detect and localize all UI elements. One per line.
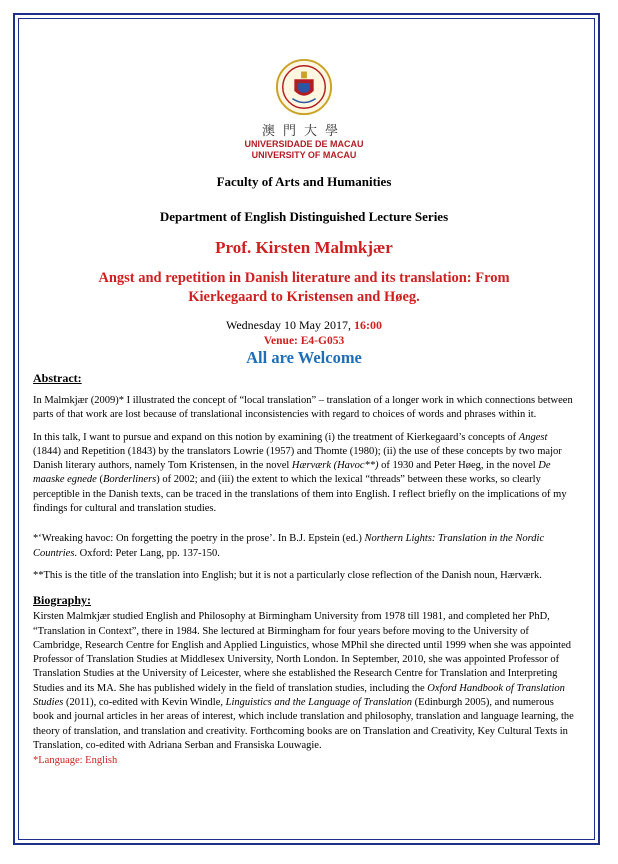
university-seal-logo — [275, 58, 333, 116]
biography-heading: Biography: — [33, 593, 92, 608]
abstract-heading: Abstract: — [33, 371, 82, 385]
note1-italic: Northern Lights: Translation in the Nordic Countries — [33, 533, 545, 559]
p2-text-a: In this talk, I want to pursue and expand on this notion by examining (i) the treatment of Kierkegaard’s concepts of — [33, 431, 519, 443]
note1-text-a: *‘Wreaking havoc: On forgetting the poetry in the prose’. In B.J. Epstein (ed.) — [33, 533, 365, 545]
lecture-date — [33, 318, 575, 333]
bio-text-a: Kirsten Malmkjær studied English and Philosophy at Birmingham University from 1978 till 1981, and completed her PhD, “Translation in Context”, there in 1984. She lectured at Birmingham for four years before moving to the University of Cambridge, Research Centre for English and Applied Linguistics, whose MPhil she directed until 1999 when she was appointed Professor of Translation Studies at Middlesex University, North London. In September, 2010, she was appointed Professor of Translation Studies at the University of Leicester, where she established the Research Centre for Translation and Interpreting Studies and its MA. She has published widely in the field of translation studies, including the — [33, 611, 572, 694]
p2-text-b: (1844) and Repetition (1843) by the translators Lowrie (1957) and Thomte (1980); (ii) the use of these concepts by two major Danish literary authors, namely Tom Kristensen, in the novel — [33, 445, 562, 472]
lecture-title-line1: Angst and repetition in Danish literature and its translation: From — [98, 270, 510, 286]
p2-text-e: ) of 2002; and (iii) the extent to which the lexical “threads” between these works, so clearly perceptible in the Danish texts, can be traced in the translations of them into English. I reflect briefly on the implications of my findings for cultural and translation studies. — [33, 474, 567, 515]
lecture-title-line2: Kierkegaard to Kristensen and Høeg. — [188, 289, 420, 305]
footnote-1 — [33, 532, 575, 561]
time-text: 16:00 — [354, 318, 382, 332]
poster-content — [33, 58, 575, 766]
lecture-info — [33, 238, 575, 368]
venue: Venue: E4-G053 — [263, 335, 345, 347]
abstract-paragraph-2 — [33, 431, 575, 517]
linguistics-italic: Linguistics and the Language of Translation — [225, 697, 413, 709]
language-note: *Language: English — [33, 755, 118, 767]
abstract-section — [33, 371, 575, 583]
department-series: Department of English Distinguished Lecture Series — [159, 209, 449, 224]
haervaerk-italic: Hærværk (Havoc**) — [291, 460, 379, 472]
bio-text-c: (Edinburgh 2005), and numerous book and journal articles in her areas of interest, which include translation and philosophy, translation and language learning, the theory of translation, and translation and creativity. Forthcoming books are on Translation and Creativity, Key Cultural Texts in Translation, co-edited with Adriana Serban and Fransiska Louwagie. — [33, 697, 574, 751]
speaker-name: Prof. Kirsten Malmkjær — [215, 238, 393, 257]
faculty-name: Faculty of Arts and Humanities — [216, 174, 392, 189]
bio-text-b: (2011), co-edited with Kevin Windle, — [63, 697, 226, 709]
lecture-title — [33, 269, 575, 307]
p2-text-d: ( — [96, 474, 103, 486]
university-name-en: UNIVERSITY OF MACAU — [251, 150, 357, 160]
biography-text — [33, 610, 575, 753]
note1-text-b: . Oxford: Peter Lang, pp. 137-150. — [74, 547, 220, 559]
university-name-pt: UNIVERSIDADE DE MACAU — [244, 139, 364, 149]
maaske-italic: De maaske egnede — [33, 460, 551, 486]
abstract-paragraph-1: In Malmkjær (2009)* I illustrated the concept of “local translation” – translation of a longer work in which connections between parts of that work are lost because of translational inconsistencies with regard to choices of words and phrases within it. — [33, 395, 573, 421]
welcome-text: All are Welcome — [246, 348, 362, 367]
p2-text-c: of 1930 and Peter Høeg, in the novel — [378, 460, 539, 472]
angest-italic: Angest — [518, 431, 548, 443]
footnote-2: **This is the title of the translation into English; but it is not a particularly close reflection of the Danish noun, Hærværk. — [33, 569, 542, 581]
oxford-italic: Oxford Handbook of Translation Studies — [33, 682, 565, 709]
borderliners-italic: Borderliners — [102, 474, 157, 486]
date-text: Wednesday 10 May 2017, — [225, 318, 354, 332]
header — [33, 58, 575, 225]
chinese-name: 澳門大學 — [261, 124, 346, 139]
biography-section — [33, 593, 575, 766]
